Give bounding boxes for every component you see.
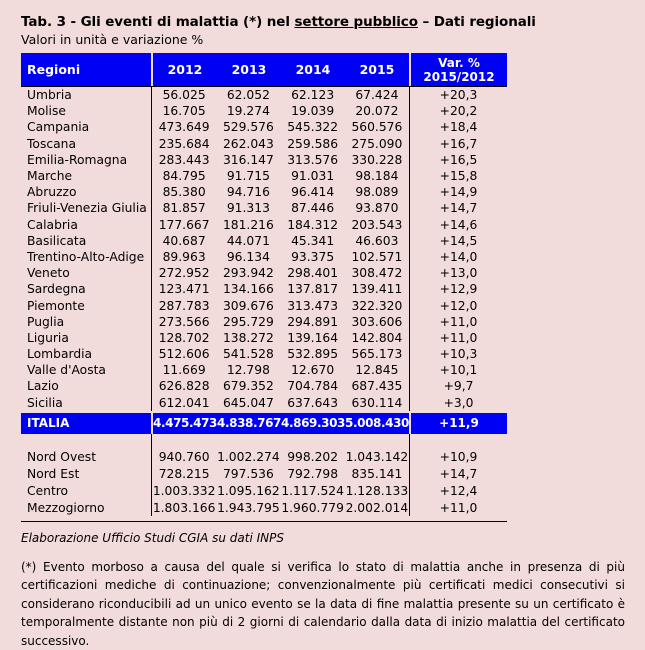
value-2013-cell: 19.274	[226, 104, 270, 119]
var-percent-cell: +11,0	[409, 330, 507, 346]
year-values-cells	[151, 314, 409, 330]
table-row	[21, 233, 507, 249]
var-percent-cell: +12,0	[409, 297, 507, 313]
var-percent-cell: +12,9	[409, 281, 507, 297]
value-2013-cell: 134.166	[222, 282, 274, 297]
value-2012-cell: 626.828	[158, 379, 210, 394]
title-underlined-text: settore pubblico	[294, 14, 418, 30]
region-name-cell: Mezzogiorno	[27, 500, 105, 515]
region-name-cell: Emilia-Romagna	[27, 152, 128, 167]
var-percent-cell: +10,9	[409, 449, 507, 466]
value-2013-cell: 138.272	[222, 330, 274, 345]
year-values-cells	[151, 297, 409, 313]
source-note: Elaborazione Ufficio Studi CGIA su dati INPS	[21, 530, 284, 545]
value-2012-cell: 272.952	[158, 266, 210, 281]
region-name-cell: Sicilia	[27, 395, 63, 410]
region-name-cell: Valle d'Aosta	[27, 363, 106, 378]
value-2012-cell: 89.963	[162, 249, 206, 264]
table-row	[21, 87, 507, 103]
value-2014-cell: 12.670	[291, 363, 335, 378]
value-2013-cell: 309.676	[222, 298, 274, 313]
table-row	[21, 184, 507, 200]
value-2014-cell: 545.322	[287, 120, 339, 135]
value-2012-cell: 1.003.332	[152, 483, 216, 498]
value-2013-cell: 1.095.162	[217, 483, 280, 498]
region-name-cell: Nord Est	[27, 466, 80, 481]
value-2013-cell: 44.071	[226, 233, 270, 248]
table-row	[21, 330, 507, 346]
region-rows-body	[21, 87, 507, 411]
value-2014-cell: 137.817	[287, 282, 339, 297]
year-values-cells	[151, 200, 409, 216]
year-values-cells	[151, 152, 409, 168]
var-percent-cell: +14,9	[409, 184, 507, 200]
region-name-cell: Piemonte	[27, 298, 85, 313]
value-2015-cell: 12.845	[355, 363, 399, 378]
value-2012-cell: 1.803.166	[152, 500, 216, 515]
year-values-cells	[151, 217, 409, 233]
var-percent-cell: +20,2	[409, 103, 507, 119]
var-percent-cell: +11,0	[409, 499, 507, 516]
region-name-cell: Friuli-Venezia Giulia	[27, 201, 147, 216]
value-2014-cell: 313.473	[287, 298, 339, 313]
year-values-cells	[151, 87, 409, 103]
table-row	[21, 136, 507, 152]
var-percent-cell: +13,0	[409, 265, 507, 281]
value-2013-cell: 1.002.274	[217, 450, 280, 465]
value-2013-cell: 797.536	[222, 466, 274, 481]
value-2012-cell: 728.215	[158, 466, 210, 481]
var-percent-cell: +14,7	[409, 466, 507, 483]
value-2015-cell: 275.090	[351, 136, 403, 151]
row-italia	[21, 413, 507, 434]
value-2012-cell: 40.687	[162, 233, 206, 248]
footnote: (*) Evento morboso a causa del quale si verifica lo stato di malattia anche in presenza di più certificazioni mediche di continuazione; convenzionalmente più certificati medici consecutivi si considerano riconducibili ad un unico evento se la data di fine malattia presente su un certificato è temporalmente distante non più di 2 giorni di calendario dalla data di inizio malattia del certificato successivo.	[21, 559, 625, 648]
table-row	[21, 168, 507, 184]
value-2012-cell: 287.783	[158, 298, 210, 313]
year-values-cells	[151, 395, 409, 411]
title-suffix-text: – Dati regionali	[417, 14, 536, 30]
table-subtitle: Valori in unità e variazione %	[21, 32, 204, 47]
col-header-2013: 2013	[231, 62, 267, 77]
value-2013-cell: 316.147	[222, 152, 274, 167]
table-row	[21, 346, 507, 362]
value-2012-cell: 273.566	[158, 314, 210, 329]
region-name-cell: Campania	[27, 120, 90, 135]
value-2013-cell: 91.715	[226, 169, 270, 184]
value-2015-cell: 98.089	[355, 185, 399, 200]
region-name-cell: Nord Ovest	[27, 450, 97, 465]
region-name-cell: Sardegna	[27, 282, 86, 297]
value-2012-cell: 81.857	[162, 201, 206, 216]
value-2014-cell: 139.164	[287, 330, 339, 345]
value-2014-cell: 1.960.779	[281, 500, 344, 515]
table-row	[21, 297, 507, 313]
value-2014-cell: 259.586	[287, 136, 339, 151]
value-2013-cell: 293.942	[222, 266, 274, 281]
year-values-cells	[151, 265, 409, 281]
value-2015-cell: 1.128.133	[345, 483, 409, 498]
region-name-cell: Lazio	[27, 379, 59, 394]
value-2015-cell: 835.141	[351, 466, 403, 481]
year-values-cells	[151, 499, 409, 516]
value-2013-cell: 541.528	[222, 347, 274, 362]
italia-2012: 4.475.473	[153, 416, 217, 431]
region-name-cell: Marche	[27, 169, 73, 184]
year-values-cells	[151, 449, 409, 466]
table-row	[21, 362, 507, 378]
var-percent-cell: +20,3	[409, 87, 507, 103]
value-2014-cell: 1.117.524	[281, 483, 344, 498]
year-values-cells	[151, 346, 409, 362]
table-row	[21, 378, 507, 394]
var-percent-cell: +16,5	[409, 152, 507, 168]
table-row	[21, 281, 507, 297]
region-name-cell: Puglia	[27, 314, 65, 329]
value-2012-cell: 612.041	[158, 395, 210, 410]
macro-area-rows-body	[21, 449, 507, 522]
value-2012-cell: 11.669	[162, 363, 206, 378]
year-values-cells	[151, 362, 409, 378]
value-2014-cell: 91.031	[291, 169, 335, 184]
value-2014-cell: 184.312	[287, 217, 339, 232]
value-2013-cell: 12.798	[226, 363, 270, 378]
italia-2014: 4.869.303	[281, 416, 345, 431]
value-2015-cell: 565.173	[351, 347, 403, 362]
value-2015-cell: 93.870	[355, 201, 399, 216]
col-headers-years	[153, 53, 409, 86]
spacer-row	[21, 434, 507, 449]
value-2014-cell: 704.784	[287, 379, 339, 394]
value-2012-cell: 940.760	[158, 450, 210, 465]
year-values-cells	[151, 136, 409, 152]
value-2015-cell: 1.043.142	[345, 450, 409, 465]
col-header-2012: 2012	[167, 62, 203, 77]
value-2014-cell: 637.643	[287, 395, 339, 410]
table-row	[21, 265, 507, 281]
year-values-cells	[151, 184, 409, 200]
region-name-cell: Veneto	[27, 266, 70, 281]
col-header-2014: 2014	[295, 62, 331, 77]
value-2012-cell: 16.705	[162, 104, 206, 119]
region-name-cell: Basilicata	[27, 233, 87, 248]
value-2015-cell: 20.072	[355, 104, 399, 119]
italia-2015: 5.008.430	[345, 416, 409, 431]
region-name-cell: Molise	[27, 104, 66, 119]
value-2013-cell: 96.134	[226, 249, 270, 264]
var-header-line1: Var. %	[438, 55, 480, 70]
value-2013-cell: 181.216	[222, 217, 274, 232]
value-2014-cell: 294.891	[287, 314, 339, 329]
var-header-line2: 2015/2012	[423, 69, 495, 84]
var-percent-cell: +16,7	[409, 136, 507, 152]
region-name-cell: Umbria	[27, 88, 72, 103]
value-2012-cell: 56.025	[162, 88, 206, 103]
year-values-cells	[151, 249, 409, 265]
value-2014-cell: 313.576	[287, 152, 339, 167]
year-values-cells	[151, 330, 409, 346]
value-2014-cell: 87.446	[291, 201, 335, 216]
table-row	[21, 314, 507, 330]
value-2012-cell: 128.702	[158, 330, 210, 345]
year-values-cells	[151, 466, 409, 483]
italia-label: ITALIA	[21, 413, 151, 434]
value-2015-cell: 630.114	[351, 395, 403, 410]
table-row	[21, 103, 507, 119]
value-2012-cell: 85.380	[162, 185, 206, 200]
table-row	[21, 395, 507, 411]
value-2013-cell: 1.943.795	[217, 500, 280, 515]
value-2015-cell: 303.606	[351, 314, 403, 329]
table-title	[21, 13, 625, 31]
table-row	[21, 119, 507, 135]
value-2014-cell: 19.039	[291, 104, 335, 119]
value-2014-cell: 532.895	[287, 347, 339, 362]
value-2012-cell: 84.795	[162, 169, 206, 184]
value-2015-cell: 102.571	[351, 249, 403, 264]
region-name-cell: Toscana	[27, 136, 76, 151]
table-row	[21, 217, 507, 233]
table-row	[21, 249, 507, 265]
var-percent-cell: +14,5	[409, 233, 507, 249]
var-percent-cell: +10,3	[409, 346, 507, 362]
region-name-cell: Abruzzo	[27, 185, 77, 200]
value-2015-cell: 308.472	[351, 266, 403, 281]
table-row	[21, 482, 507, 499]
year-values-cells	[151, 378, 409, 394]
value-2014-cell: 998.202	[287, 450, 339, 465]
value-2012-cell: 235.684	[158, 136, 210, 151]
data-table	[21, 53, 507, 522]
var-percent-cell: +15,8	[409, 168, 507, 184]
region-name-cell: Trentino-Alto-Adige	[27, 249, 145, 264]
col-header-2015: 2015	[359, 62, 395, 77]
value-2012-cell: 283.443	[158, 152, 210, 167]
var-percent-cell: +14,7	[409, 200, 507, 216]
col-header-regioni: Regioni	[21, 53, 151, 86]
value-2013-cell: 295.729	[222, 314, 274, 329]
value-2014-cell: 45.341	[291, 233, 335, 248]
value-2015-cell: 67.424	[355, 88, 399, 103]
value-2012-cell: 473.649	[158, 120, 210, 135]
spacer-cell	[409, 434, 507, 449]
table-row	[21, 152, 507, 168]
var-percent-cell: +11,0	[409, 314, 507, 330]
table-row	[21, 449, 507, 466]
value-2014-cell: 93.375	[291, 249, 335, 264]
year-values-cells	[151, 119, 409, 135]
value-2013-cell: 529.576	[222, 120, 274, 135]
var-percent-cell: +14,0	[409, 249, 507, 265]
table-row	[21, 499, 507, 516]
value-2015-cell: 322.320	[351, 298, 403, 313]
value-2014-cell: 298.401	[287, 266, 339, 281]
value-2013-cell: 94.716	[226, 185, 270, 200]
value-2013-cell: 679.352	[222, 379, 274, 394]
year-values-cells	[151, 482, 409, 499]
var-percent-cell: +3,0	[409, 395, 507, 411]
region-name-cell: Calabria	[27, 217, 78, 232]
value-2015-cell: 46.603	[355, 233, 399, 248]
year-values-cells	[151, 233, 409, 249]
value-2014-cell: 62.123	[291, 88, 335, 103]
value-2012-cell: 123.471	[158, 282, 210, 297]
italia-values	[153, 413, 409, 434]
value-2015-cell: 687.435	[351, 379, 403, 394]
value-2015-cell: 139.411	[351, 282, 403, 297]
region-name-cell: Centro	[27, 483, 69, 498]
var-percent-cell: +9,7	[409, 378, 507, 394]
value-2015-cell: 560.576	[351, 120, 403, 135]
value-2015-cell: 2.002.014	[345, 500, 409, 515]
title-text: Tab. 3 - Gli eventi di malattia (*) nel	[21, 14, 295, 30]
italia-2013: 4.838.767	[217, 416, 281, 431]
var-percent-cell: +10,1	[409, 362, 507, 378]
value-2014-cell: 792.798	[287, 466, 339, 481]
value-2013-cell: 645.047	[222, 395, 274, 410]
region-name-cell: Liguria	[27, 330, 69, 345]
region-name-cell: Lombardia	[27, 347, 93, 362]
table-row	[21, 200, 507, 216]
value-2013-cell: 91.313	[226, 201, 270, 216]
value-2013-cell: 262.043	[222, 136, 274, 151]
spacer-cell	[151, 434, 409, 449]
var-percent-cell: +12,4	[409, 482, 507, 499]
table-header-row	[21, 53, 507, 87]
value-2012-cell: 177.667	[158, 217, 210, 232]
italia-var: +11,9	[411, 413, 507, 434]
value-2015-cell: 98.184	[355, 169, 399, 184]
table-row	[21, 466, 507, 483]
year-values-cells	[151, 281, 409, 297]
value-2015-cell: 142.804	[351, 330, 403, 345]
var-percent-cell: +18,4	[409, 119, 507, 135]
value-2014-cell: 96.414	[291, 185, 335, 200]
value-2013-cell: 62.052	[226, 88, 270, 103]
col-header-var	[411, 53, 507, 86]
spacer-cell	[21, 434, 151, 449]
year-values-cells	[151, 103, 409, 119]
value-2015-cell: 203.543	[351, 217, 403, 232]
year-values-cells	[151, 168, 409, 184]
value-2015-cell: 330.228	[351, 152, 403, 167]
value-2012-cell: 512.606	[158, 347, 210, 362]
var-percent-cell: +14,6	[409, 217, 507, 233]
